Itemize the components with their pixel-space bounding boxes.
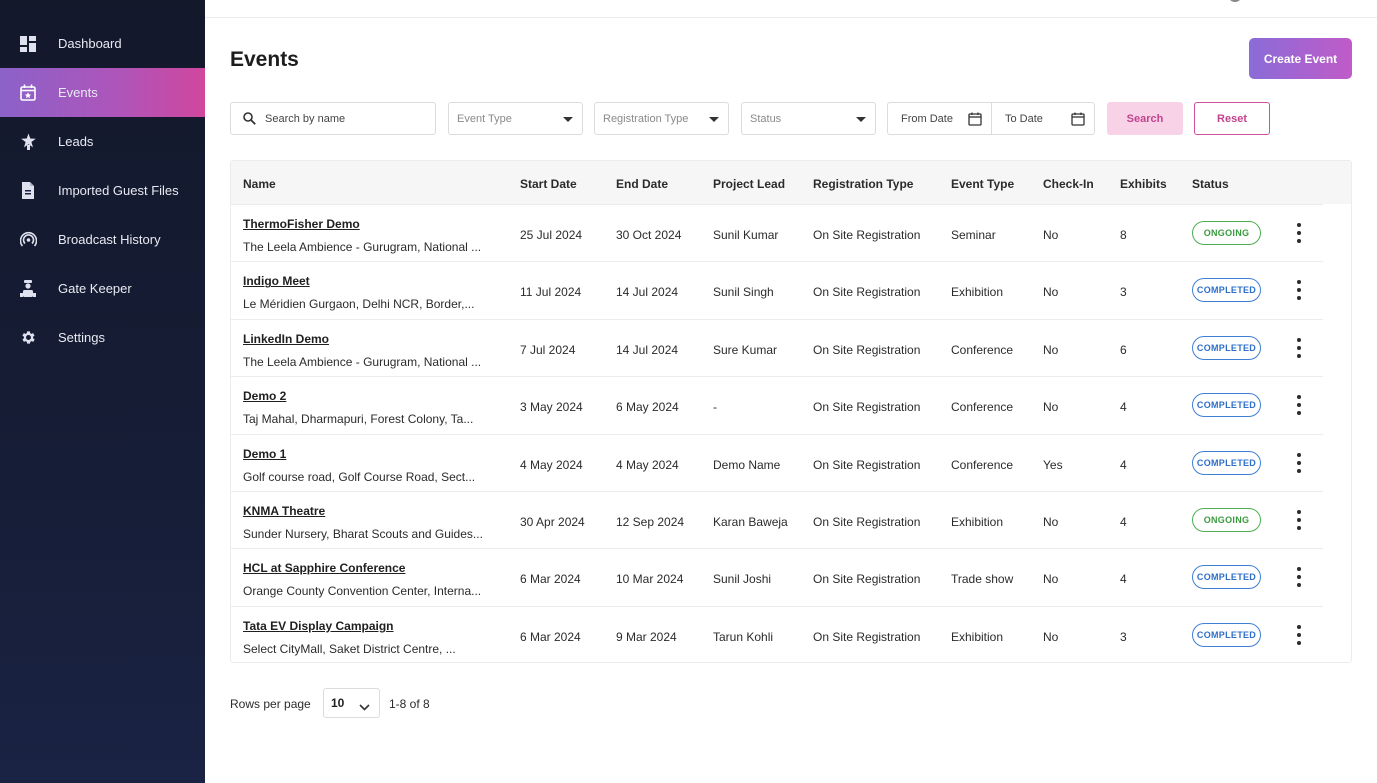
- event-name-link[interactable]: Indigo Meet: [243, 274, 310, 289]
- status-badge: COMPLETED: [1192, 278, 1261, 302]
- cell-registration-type: On Site Registration: [813, 515, 921, 529]
- cell-exhibits: 8: [1120, 228, 1127, 242]
- event-name-link[interactable]: ThermoFisher Demo: [243, 217, 360, 231]
- file-icon: [19, 182, 37, 200]
- column-header-exhibits[interactable]: Exhibits: [1120, 177, 1167, 191]
- cell-start-date: 6 Mar 2024: [520, 629, 581, 644]
- cell-end-date: 14 Jul 2024: [616, 285, 679, 300]
- cell-check-in: No: [1043, 342, 1059, 357]
- event-name-link[interactable]: Demo 1: [243, 446, 287, 461]
- table-row[interactable]: [231, 261, 1323, 318]
- cell-exhibits: 4: [1120, 515, 1127, 529]
- cell-project-lead: Sunil Joshi: [713, 572, 772, 587]
- cell-check-in: No: [1043, 400, 1059, 415]
- gear-icon: [19, 329, 37, 347]
- cell-project-lead: Sure Kumar: [713, 342, 778, 357]
- sidebar-item-label: Leads: [58, 134, 94, 149]
- event-location: Sunder Nursery, Bharat Scouts and Guides...: [243, 527, 483, 541]
- chevron-down-icon: [359, 700, 370, 714]
- sidebar-item-events[interactable]: [0, 68, 205, 117]
- dashboard-icon: [19, 35, 37, 53]
- table-row[interactable]: [231, 606, 1323, 663]
- gatekeeper-icon: [19, 280, 37, 298]
- cell-registration-type: On Site Registration: [813, 457, 921, 472]
- cell-check-in: No: [1043, 228, 1059, 242]
- table-row[interactable]: [231, 204, 1323, 261]
- cell-end-date: 10 Mar 2024: [616, 572, 684, 587]
- table-row[interactable]: [231, 491, 1323, 548]
- status-badge: COMPLETED: [1192, 565, 1261, 589]
- from-date-input[interactable]: [887, 102, 992, 135]
- cell-end-date: 12 Sep 2024: [616, 515, 685, 529]
- more-options-icon[interactable]: [1293, 567, 1305, 587]
- cell-project-lead: Sunil Kumar: [713, 228, 779, 242]
- search-field: [230, 102, 436, 135]
- status-badge: COMPLETED: [1192, 336, 1261, 360]
- cell-end-date: 4 May 2024: [616, 457, 679, 472]
- event-location: Golf course road, Golf Course Road, Sect...: [243, 469, 476, 484]
- cell-event-type: Conference: [951, 457, 1014, 472]
- cell-start-date: 25 Jul 2024: [520, 228, 583, 242]
- event-type-placeholder: Event Type: [457, 112, 512, 125]
- status-badge: ONGOING: [1192, 508, 1261, 532]
- column-header-start-date[interactable]: Start Date: [520, 177, 577, 191]
- sidebar-item-settings[interactable]: [0, 313, 205, 362]
- more-options-icon[interactable]: [1293, 453, 1305, 473]
- event-name-link[interactable]: Demo 2: [243, 389, 287, 404]
- event-location: Le Méridien Gurgaon, Delhi NCR, Border,...: [243, 297, 475, 312]
- create-event-button[interactable]: Create Event: [1249, 38, 1352, 79]
- caret-down-icon: [563, 117, 573, 122]
- cell-event-type: Trade show: [951, 572, 1014, 587]
- cell-check-in: No: [1043, 285, 1059, 300]
- cell-event-type: Exhibition: [951, 515, 1004, 529]
- event-location: Taj Mahal, Dharmapuri, Forest Colony, Ta...: [243, 412, 474, 427]
- sidebar-item-imported-guest-files[interactable]: [0, 166, 205, 215]
- cell-project-lead: Tarun Kohli: [713, 629, 774, 644]
- cell-start-date: 30 Apr 2024: [520, 515, 585, 529]
- event-name-link[interactable]: LinkedIn Demo: [243, 331, 330, 346]
- column-header-registration-type[interactable]: Registration Type: [813, 177, 914, 191]
- reset-button[interactable]: Reset: [1194, 102, 1270, 135]
- cell-exhibits: 4: [1120, 572, 1127, 587]
- cell-end-date: 30 Oct 2024: [616, 228, 682, 242]
- table-row[interactable]: [231, 319, 1323, 376]
- rows-per-page-value: 10: [331, 696, 345, 710]
- cell-registration-type: On Site Registration: [813, 572, 921, 587]
- registration-type-placeholder: Registration Type: [603, 112, 689, 125]
- sidebar-item-label: Gate Keeper: [58, 281, 132, 296]
- event-location: Select CityMall, Saket District Centre, ...: [243, 641, 456, 656]
- event-location: The Leela Ambience - Gurugram, National ...: [243, 354, 482, 369]
- column-header-status[interactable]: Status: [1192, 177, 1229, 191]
- caret-down-icon: [856, 117, 866, 122]
- table-header: [231, 161, 1351, 204]
- cell-start-date: 7 Jul 2024: [520, 342, 576, 357]
- more-options-icon[interactable]: [1293, 510, 1305, 530]
- status-select[interactable]: [741, 102, 876, 135]
- status-badge: COMPLETED: [1192, 623, 1261, 647]
- column-header-check-in[interactable]: Check-In: [1043, 177, 1094, 191]
- page-title: Events: [230, 48, 299, 71]
- more-options-icon[interactable]: [1293, 625, 1305, 645]
- cell-exhibits: 4: [1120, 400, 1127, 415]
- rows-per-page-label: Rows per page: [230, 697, 311, 711]
- events-table: [230, 160, 1352, 663]
- sidebar-item-gate-keeper[interactable]: [0, 264, 205, 313]
- event-name-link[interactable]: HCL at Sapphire Conference: [243, 561, 406, 576]
- table-row[interactable]: [231, 376, 1323, 433]
- more-options-icon[interactable]: [1293, 280, 1305, 300]
- cell-event-type: Conference: [951, 342, 1014, 357]
- cell-start-date: 6 Mar 2024: [520, 572, 581, 587]
- user-menu-icon[interactable]: [1228, 0, 1242, 2]
- more-options-icon[interactable]: [1293, 223, 1305, 243]
- event-name-link[interactable]: KNMA Theatre: [243, 504, 326, 518]
- cell-event-type: Exhibition: [951, 285, 1004, 300]
- table-row[interactable]: [231, 548, 1323, 605]
- status-placeholder: Status: [750, 112, 782, 125]
- cell-check-in: Yes: [1043, 457, 1063, 472]
- column-header-end-date[interactable]: End Date: [616, 177, 669, 191]
- calendar-icon[interactable]: [1071, 112, 1085, 129]
- search-icon: [243, 112, 256, 128]
- caret-down-icon: [709, 117, 719, 122]
- cell-end-date: 14 Jul 2024: [616, 342, 679, 357]
- cell-exhibits: 3: [1120, 285, 1127, 300]
- sidebar-item-dashboard[interactable]: [0, 19, 205, 68]
- sidebar-item-label: Dashboard: [58, 36, 122, 51]
- cell-project-lead: Karan Baweja: [713, 515, 788, 529]
- event-type-select[interactable]: [448, 102, 583, 135]
- more-options-icon[interactable]: [1293, 338, 1305, 358]
- cell-project-lead: Demo Name: [713, 457, 781, 472]
- cell-registration-type: On Site Registration: [813, 228, 921, 242]
- event-location: Orange County Convention Center, Interna...: [243, 584, 482, 599]
- cell-event-type: Seminar: [951, 228, 996, 242]
- cell-event-type: Conference: [951, 400, 1014, 415]
- sidebar-item-label: Settings: [58, 330, 105, 345]
- cell-start-date: 11 Jul 2024: [520, 285, 582, 300]
- cell-registration-type: On Site Registration: [813, 629, 921, 644]
- search-button[interactable]: Search: [1107, 102, 1183, 135]
- to-date-placeholder: To Date: [1005, 112, 1043, 125]
- cell-check-in: No: [1043, 572, 1059, 587]
- header-divider: [205, 17, 1377, 18]
- cell-project-lead: -: [713, 400, 717, 415]
- cell-check-in: No: [1043, 629, 1059, 644]
- column-header-event-type[interactable]: Event Type: [951, 177, 1015, 191]
- cell-project-lead: Sunil Singh: [713, 285, 774, 300]
- cell-registration-type: On Site Registration: [813, 285, 921, 300]
- calendar-icon[interactable]: [968, 112, 982, 129]
- registration-type-select[interactable]: [594, 102, 729, 135]
- cell-start-date: 3 May 2024: [520, 400, 583, 415]
- pagination-range: 1-8 of 8: [389, 697, 430, 711]
- sidebar-item-broadcast-history[interactable]: [0, 215, 205, 264]
- from-date-placeholder: From Date: [901, 112, 953, 125]
- more-options-icon[interactable]: [1293, 395, 1305, 415]
- sidebar-item-label: Imported Guest Files: [58, 183, 179, 198]
- cell-check-in: No: [1043, 515, 1059, 529]
- event-name-link[interactable]: Tata EV Display Campaign: [243, 618, 394, 633]
- cell-exhibits: 3: [1120, 629, 1127, 644]
- event-location: The Leela Ambience - Gurugram, National ...: [243, 240, 482, 254]
- cell-registration-type: On Site Registration: [813, 342, 921, 357]
- cell-start-date: 4 May 2024: [520, 457, 583, 472]
- search-input[interactable]: [265, 113, 425, 125]
- status-badge: ONGOING: [1192, 221, 1261, 245]
- person-star-icon: [19, 133, 37, 151]
- cell-registration-type: On Site Registration: [813, 400, 921, 415]
- cell-exhibits: 6: [1120, 342, 1127, 357]
- status-badge: COMPLETED: [1192, 393, 1261, 417]
- to-date-input[interactable]: [991, 102, 1095, 135]
- cell-exhibits: 4: [1120, 457, 1127, 472]
- status-badge: COMPLETED: [1192, 451, 1261, 475]
- broadcast-icon: [19, 231, 37, 249]
- cell-end-date: 6 May 2024: [616, 400, 679, 415]
- sidebar-item-label: Events: [58, 85, 98, 100]
- sidebar-item-label: Broadcast History: [58, 232, 161, 247]
- cell-event-type: Exhibition: [951, 629, 1004, 644]
- calendar-star-icon: [19, 84, 37, 102]
- rows-per-page-select[interactable]: [323, 688, 380, 718]
- sidebar: [0, 0, 205, 783]
- column-header-project-lead[interactable]: Project Lead: [713, 177, 786, 191]
- column-header-name[interactable]: Name: [243, 177, 276, 191]
- cell-end-date: 9 Mar 2024: [616, 629, 677, 644]
- table-row[interactable]: [231, 434, 1323, 491]
- sidebar-item-leads[interactable]: [0, 117, 205, 166]
